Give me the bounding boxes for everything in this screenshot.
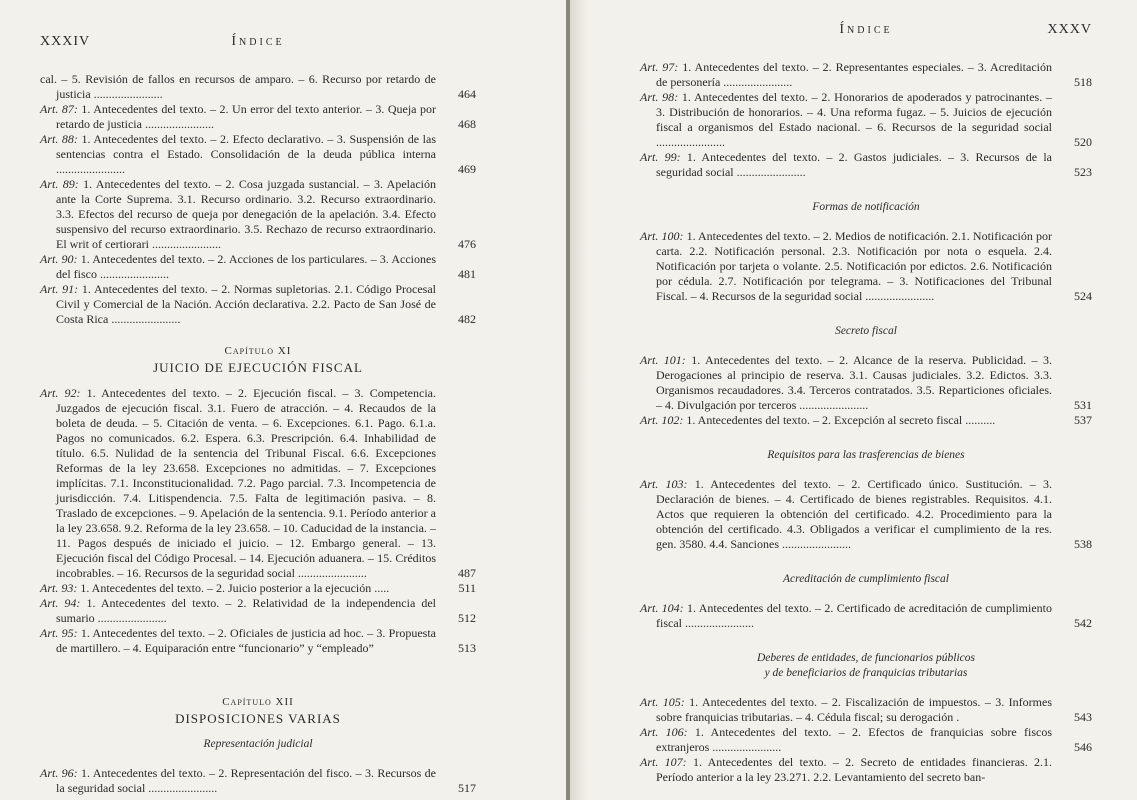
page-reference: 513: [458, 641, 476, 655]
toc-entry-text: [40, 177, 436, 252]
toc-entry-text: [40, 72, 436, 102]
toc-entry: [640, 90, 1092, 150]
toc-entry-text: [640, 90, 1052, 150]
toc-entry-text: [40, 581, 436, 596]
toc-entry-text: [40, 766, 436, 796]
left-block-3: [40, 766, 476, 796]
toc-entry-text: [40, 596, 436, 626]
page-reference: 546: [1074, 740, 1092, 754]
toc-entry-text: [40, 102, 436, 132]
entry-description: 1. Antecedentes del texto. – 2. Efectos de franquicias sobre fiscos extranjeros .......................: [656, 725, 1053, 754]
toc-entry-text: [640, 150, 1052, 180]
toc-entry: [40, 252, 476, 282]
entry-description: 1. Antecedentes del texto. – 2. Alcance de la reserva. Publicidad. – 3. Derogaciones al principio de reserva. 3.1. Causas judiciales. 3.2. Edictos. 3.3. Organismos recaudadores. 3.4. Terceros contratados. 3.5. Reparticiones oficiales. – 4. Divulgación por terceros .......................: [656, 353, 1052, 412]
section-notificacion: Formas de notificación: [812, 201, 920, 213]
article-label: Art. 100:: [640, 229, 684, 243]
page-reference: 464: [458, 87, 476, 101]
entry-description: 1. Antecedentes del texto. – 2. Acciones de los particulares. – 3. Acciones del fisco .......................: [56, 252, 436, 281]
article-label: Art. 99:: [640, 150, 681, 164]
article-label: Art. 87:: [40, 102, 78, 116]
right-block-3: [640, 353, 1092, 428]
article-label: Art. 91:: [40, 282, 79, 296]
article-label: Art. 88:: [40, 132, 78, 146]
right-page-header: [640, 22, 1092, 52]
article-label: Art. 105:: [640, 695, 685, 709]
article-label: Art. 95:: [40, 626, 78, 640]
right-block-4: [640, 477, 1092, 552]
toc-entry: [640, 755, 1092, 785]
toc-entry: [640, 477, 1092, 552]
entry-description: 1. Antecedentes del texto. – 2. Juicio posterior a la ejecución .....: [80, 581, 390, 595]
toc-entry-text: [640, 601, 1052, 631]
entry-description: 1. Antecedentes del texto. – 2. Oficiales de justicia ad hoc. – 3. Propuesta de martillero. – 4. Equiparación entre “funcionario” y “empleado”: [56, 626, 436, 655]
article-label: Art. 98:: [640, 90, 679, 104]
section-representacion: Representación judicial: [203, 738, 313, 750]
page-reference: 520: [1074, 135, 1092, 149]
entry-description: 1. Antecedentes del texto. – 2. Efecto declarativo. – 3. Suspensión de las sentencias contra el Estado. Consolidación de la deuda pública interna .......................: [56, 132, 436, 176]
right-header-title: Índice: [839, 22, 893, 37]
chapter-11-label: Capítulo XI: [224, 345, 292, 357]
toc-entry: [640, 353, 1092, 413]
toc-entry-text: [640, 755, 1052, 785]
toc-entry: [40, 626, 476, 656]
toc-entry: [40, 282, 476, 327]
left-block-2: [40, 386, 476, 656]
toc-entry: [40, 102, 476, 132]
section-deberes-line-1: Deberes de entidades, de funcionarios públicos: [756, 652, 976, 664]
page-reference: 524: [1074, 289, 1092, 303]
entry-description: 1. Antecedentes del texto. – 2. Certificado de acreditación de cumplimiento fiscal .......................: [656, 601, 1052, 630]
right-page-number: XXXV: [1047, 22, 1092, 37]
page-reference: 482: [458, 312, 476, 326]
entry-description: 1. Antecedentes del texto. – 2. Excepción al secreto fiscal ..........: [686, 413, 996, 427]
section-acreditacion: Acreditación de cumplimiento fiscal: [783, 573, 949, 585]
right-block-6: [640, 695, 1092, 785]
entry-description: 1. Antecedentes del texto. – 2. Ejecución fiscal. – 3. Competencia. Juzgados de ejecución fiscal. 3.1. Fuero de atracción. – 4. Recaudos de la boleta de deuda. – 5. Citación de venta. – 6. Excepciones. 6.1. Pago. 6.1.a. Pagos no comunicados. 6.2. Espera. 6.3. Prescripción. 6.4. Inhabilidad de título. 6.5. Nulidad de la sentencia del Tribunal Fiscal. 6.6. Excepciones Reformas de la ley 23.658. Excepciones no admitidas. – 7. Excepciones implícitas. 7.1. Inconstitucionalidad. 7.2. Pago parcial. 7.3. Incompetencia de jurisdicción. 7.4. Litispendencia. 7.5. Falta de legitimación pasiva. – 8. Traslado de excepciones. – 9. Apelación de la sentencia. 9.1. Período anterior a la ley 23.658. 9.2. Reforma de la ley 23.658. – 10. Caducidad de la instancia. – 11. Pagos después de iniciado el juicio. – 12. Embargo general. – 13. Ejecución fiscal del Código Procesal. – 14. Ejecución aduanera. – 15. Créditos incobrables. – 16. Recursos de la seguridad social .......................: [56, 386, 436, 580]
article-label: Art. 103:: [640, 477, 688, 491]
toc-entry: [640, 695, 1092, 725]
page-reference: 531: [1074, 398, 1092, 412]
toc-entry-text: [40, 386, 436, 581]
entry-description: 1. Antecedentes del texto. – 2. Cosa juzgada sustancial. – 3. Apelación ante la Corte Suprema. 3.1. Recurso ordinario. 3.2. Recurso extraordinario. 3.3. Efectos del recurso de queja por denegación de la apelación. 3.4. Efecto suspensivo del recurso extraordinario. 3.5. Rechazo de recurso extraordinario. El writ of certiorari .......................: [56, 177, 436, 251]
entry-description: 1. Antecedentes del texto. – 2. Secreto de entidades financieras. 2.1. Período anterior a la ley 23.271. 2.2. Levantamiento del secreto ban-: [656, 755, 1053, 784]
entry-description: 1. Antecedentes del texto. – 2. Fiscalización de impuestos. – 3. Informes sobre franquicias tributarias. – 4. Cédula fiscal; su derogación .: [656, 695, 1052, 724]
section-secreto: Secreto fiscal: [835, 325, 897, 337]
entry-description: 1. Antecedentes del texto. – 2. Medios de notificación. 2.1. Notificación por carta. 2.2. Notificación personal. 2.3. Notificación por nota o esquela. 2.4. Notificación por tarjeta o volante. 2.5. Notificación por edictos. 2.6. Notificación por cédula. 2.7. Notificación por telegrama. – 3. Notificaciones del Tribunal Fiscal. – 4. Recursos de la seguridad social .......................: [656, 229, 1052, 303]
entry-description: 1. Antecedentes del texto. – 2. Honorarios de apoderados y patrocinantes. – 3. Distribución de honorarios. – 4. Una reforma fugaz. – 5. Juicios de ejecución fiscal a organismos del Estado nacional. – 6. Recursos de la seguridad social .......................: [656, 90, 1052, 149]
article-label: Art. 101:: [640, 353, 686, 367]
toc-entry-text: [640, 695, 1052, 725]
article-label: Art. 90:: [40, 252, 78, 266]
entry-description: 1. Antecedentes del texto. – 2. Gastos judiciales. – 3. Recursos de la seguridad social .......................: [656, 150, 1052, 179]
chapter-11-title: JUICIO DE EJECUCIÓN FISCAL: [153, 360, 363, 375]
page-reference: 517: [458, 781, 476, 795]
page-reference: 518: [1074, 75, 1092, 89]
toc-entry-text: [40, 282, 436, 327]
article-label: Art. 102:: [640, 413, 684, 427]
right-block-1: [640, 60, 1092, 180]
toc-entry-text: [640, 60, 1052, 90]
page-reference: 538: [1074, 537, 1092, 551]
toc-entry-text: [40, 252, 436, 282]
toc-entry: [640, 150, 1092, 180]
right-block-2: [640, 229, 1092, 304]
right-page: [570, 0, 1137, 800]
page-reference: 511: [458, 581, 476, 595]
entry-description: 1. Antecedentes del texto. – 2. Representantes especiales. – 3. Acreditación de personería .......................: [656, 60, 1052, 89]
entry-description: 1. Antecedentes del texto. – 2. Normas supletorias. 2.1. Código Procesal Civil y Comercial de la Nación. Acción declarativa. 2.2. Pacto de San José de Costa Rica .......................: [56, 282, 436, 326]
page-reference: 542: [1074, 616, 1092, 630]
toc-entry: [40, 596, 476, 626]
toc-entry-text: [640, 413, 1052, 428]
entry-description: cal. – 5. Revisión de fallos en recursos de amparo. – 6. Recurso por retardo de justicia .......................: [40, 72, 436, 101]
entry-description: 1. Antecedentes del texto. – 2. Relatividad de la independencia del sumario .......................: [56, 596, 437, 625]
right-block-5: [640, 601, 1092, 631]
page-reference: 512: [458, 611, 476, 625]
article-label: Art. 97:: [640, 60, 679, 74]
chapter-12-title: DISPOSICIONES VARIAS: [175, 711, 341, 726]
article-label: Art. 94:: [40, 596, 81, 610]
section-requisitos: Requisitos para las trasferencias de bienes: [767, 449, 965, 461]
left-header-title: Índice: [231, 34, 285, 49]
toc-entry-text: [640, 229, 1052, 304]
left-block-1: [40, 72, 476, 327]
toc-entry-text: [40, 132, 436, 177]
toc-entry: [640, 229, 1092, 304]
article-label: Art. 93:: [40, 581, 78, 595]
article-label: Art. 96:: [40, 766, 78, 780]
toc-entry: [40, 386, 476, 581]
left-page-header: [40, 34, 476, 64]
entry-description: 1. Antecedentes del texto. – 2. Representación del fisco. – 3. Recursos de la seguridad social .......................: [56, 766, 436, 795]
toc-entry: [40, 177, 476, 252]
section-deberes-line-2: y de beneficiarios de franquicias tributarias: [764, 667, 968, 679]
entry-description: 1. Antecedentes del texto. – 2. Certificado único. Sustitución. – 3. Declaración de bienes. – 4. Certificado de bienes registrables. Requisitos. 4.1. Actos que requieren la obtención del certificado. 4.2. Procedimiento para la obtención del certificado. 4.3. Obligados a verificar el cumplimiento de la res. gen. 3580. 4.4. Sanciones .......................: [656, 477, 1052, 551]
toc-entry-text: [640, 353, 1052, 413]
left-page: [0, 0, 566, 800]
toc-entry: [40, 132, 476, 177]
toc-entry: [40, 766, 476, 796]
article-label: Art. 106:: [640, 725, 688, 739]
article-label: Art. 92:: [40, 386, 81, 400]
page-reference: 476: [458, 237, 476, 251]
article-label: Art. 104:: [640, 601, 684, 615]
toc-entry: [640, 725, 1092, 755]
toc-entry: [640, 60, 1092, 90]
article-label: Art. 89:: [40, 177, 79, 191]
toc-entry: [640, 413, 1092, 428]
page-reference: 468: [458, 117, 476, 131]
left-page-number: XXXIV: [40, 34, 91, 49]
section-deberes: [640, 651, 1092, 681]
page-reference: 537: [1074, 413, 1092, 427]
entry-description: 1. Antecedentes del texto. – 2. Un error del texto anterior. – 3. Queja por retardo de justicia .......................: [56, 102, 437, 131]
toc-entry: [40, 581, 476, 596]
toc-entry-text: [640, 725, 1052, 755]
page-reference: 543: [1074, 710, 1092, 724]
toc-entry-text: [40, 626, 436, 656]
toc-entry: [40, 72, 476, 102]
toc-entry-text: [640, 477, 1052, 552]
page-reference: 481: [458, 267, 476, 281]
page-reference: 487: [458, 566, 476, 580]
chapter-12-label: Capítulo XII: [222, 696, 294, 708]
page-reference: 469: [458, 162, 476, 176]
page-reference: 523: [1074, 165, 1092, 179]
toc-entry: [640, 601, 1092, 631]
article-label: Art. 107:: [640, 755, 687, 769]
